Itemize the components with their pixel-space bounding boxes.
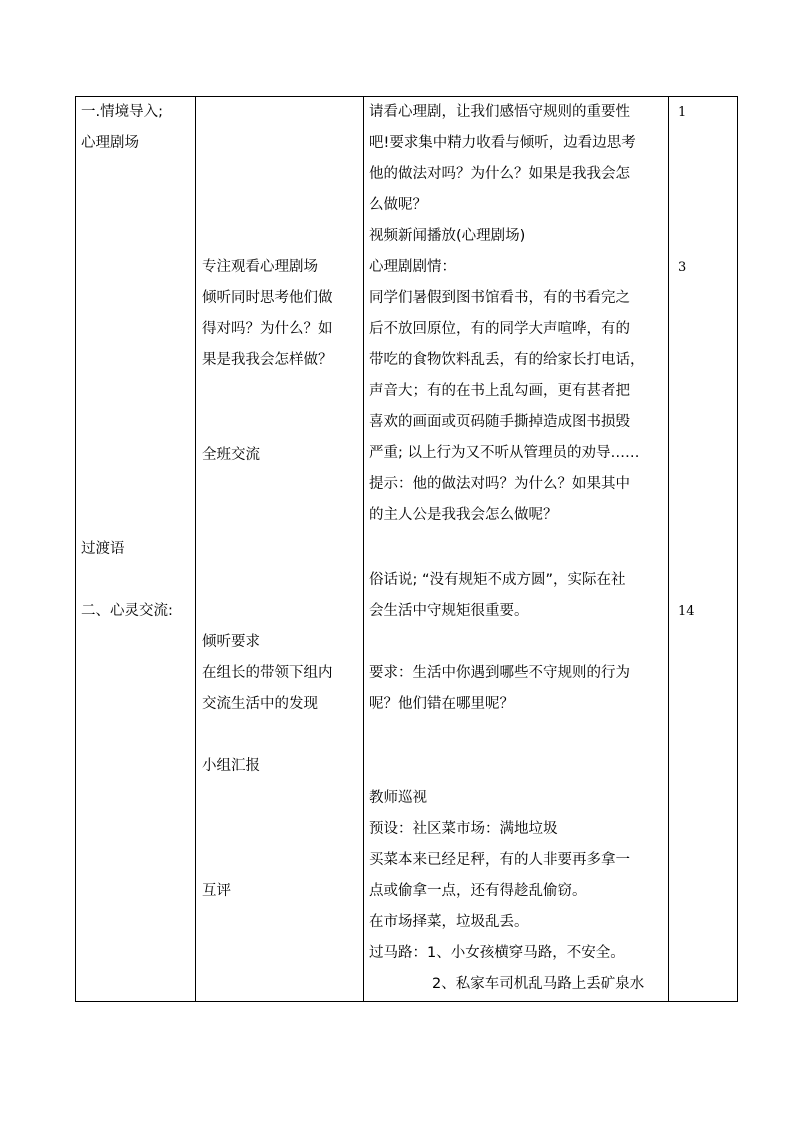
student-activity-text: 交流生活中的发现 [202, 696, 318, 712]
teacher-activity-text: 带吃的食物饮料乱丢，有的给家长打电话， [369, 352, 645, 368]
teacher-activity-text: 声音大；有的在书上乱勾画，更有甚者把 [369, 383, 630, 399]
teacher-activity-text: 心理剧剧情： [369, 259, 456, 275]
column-divider [668, 97, 669, 1001]
teacher-activity-text: 2、私家车司机乱马路上丢矿泉水 [432, 976, 645, 992]
teacher-activity-text: 点或偷拿一点，还有得趁乱偷窃。 [369, 883, 587, 899]
stage-2-title: 二、心灵交流: [81, 603, 173, 619]
teacher-activity-text: 严重; 以上行为又不听从管理员的劝导…… [369, 445, 640, 461]
student-activity-text: 专注观看心理剧场 [202, 259, 318, 275]
class-exchange: 全班交流 [202, 447, 260, 463]
teacher-activity-text: 吧!要求集中精力收看与倾听，边看边思考 [369, 135, 636, 151]
teacher-activity-text: 喜欢的画面或页码随手撕掉造成图书损毁 [369, 414, 630, 430]
time-value: 14 [678, 604, 695, 619]
stage-1-title: 一.情境导入; [81, 104, 163, 120]
group-report: 小组汇报 [202, 758, 260, 774]
teacher-activity-text: 要求：生活中你遇到哪些不守规则的行为 [369, 665, 630, 681]
teacher-activity-text: 后不放回原位，有的同学大声喧哗，有的 [369, 321, 630, 337]
teacher-activity-text: 同学们暑假到图书馆看书，有的书看完之 [369, 290, 630, 306]
lesson-plan-table [75, 96, 738, 1002]
teacher-activity-text: 的主人公是我我会怎么做呢？ [369, 507, 558, 523]
teacher-activity-text: 预设：社区菜市场：满地垃圾 [369, 821, 558, 837]
peer-review: 互评 [202, 883, 231, 899]
time-value: 3 [678, 260, 687, 275]
transition-label: 过渡语 [81, 541, 125, 557]
column-divider [363, 97, 364, 1001]
teacher-activity-text: 呢？他们错在哪里呢？ [369, 696, 514, 712]
student-activity-text: 在组长的带领下组内 [202, 665, 333, 681]
teacher-activity-text: 教师巡视 [369, 790, 427, 806]
student-activity-text: 得对吗？为什么？如 [202, 321, 333, 337]
student-activity-text: 倾听同时思考他们做 [202, 290, 333, 306]
stage-1-subtitle: 心理剧场 [81, 135, 139, 151]
column-divider [195, 97, 196, 1001]
teacher-activity-text: 俗话说; “没有规矩不成方圆”，实际在社 [369, 572, 626, 588]
teacher-activity-text: 在市场择菜，垃圾乱丢。 [369, 914, 529, 930]
time-value: 1 [678, 105, 687, 120]
student-activity-text: 倾听要求 [202, 634, 260, 650]
teacher-activity-text: 买菜本来已经足秤，有的人非要再多拿一 [369, 852, 630, 868]
teacher-activity-text: 提示：他的做法对吗？为什么？如果其中 [369, 476, 630, 492]
teacher-activity-text: 请看心理剧，让我们感悟守规则的重要性 [369, 104, 630, 120]
teacher-activity-text: 过马路：1、小女孩横穿马路，不安全。 [369, 945, 625, 961]
teacher-activity-text: 么做呢？ [369, 197, 427, 213]
teacher-activity-text: 他的做法对吗？为什么？如果是我我会怎 [369, 166, 630, 182]
teacher-activity-text: 会生活中守规矩很重要。 [369, 603, 529, 619]
teacher-activity-text: 视频新闻播放(心理剧场) [369, 228, 526, 244]
student-activity-text: 果是我我会怎样做？ [202, 352, 333, 368]
